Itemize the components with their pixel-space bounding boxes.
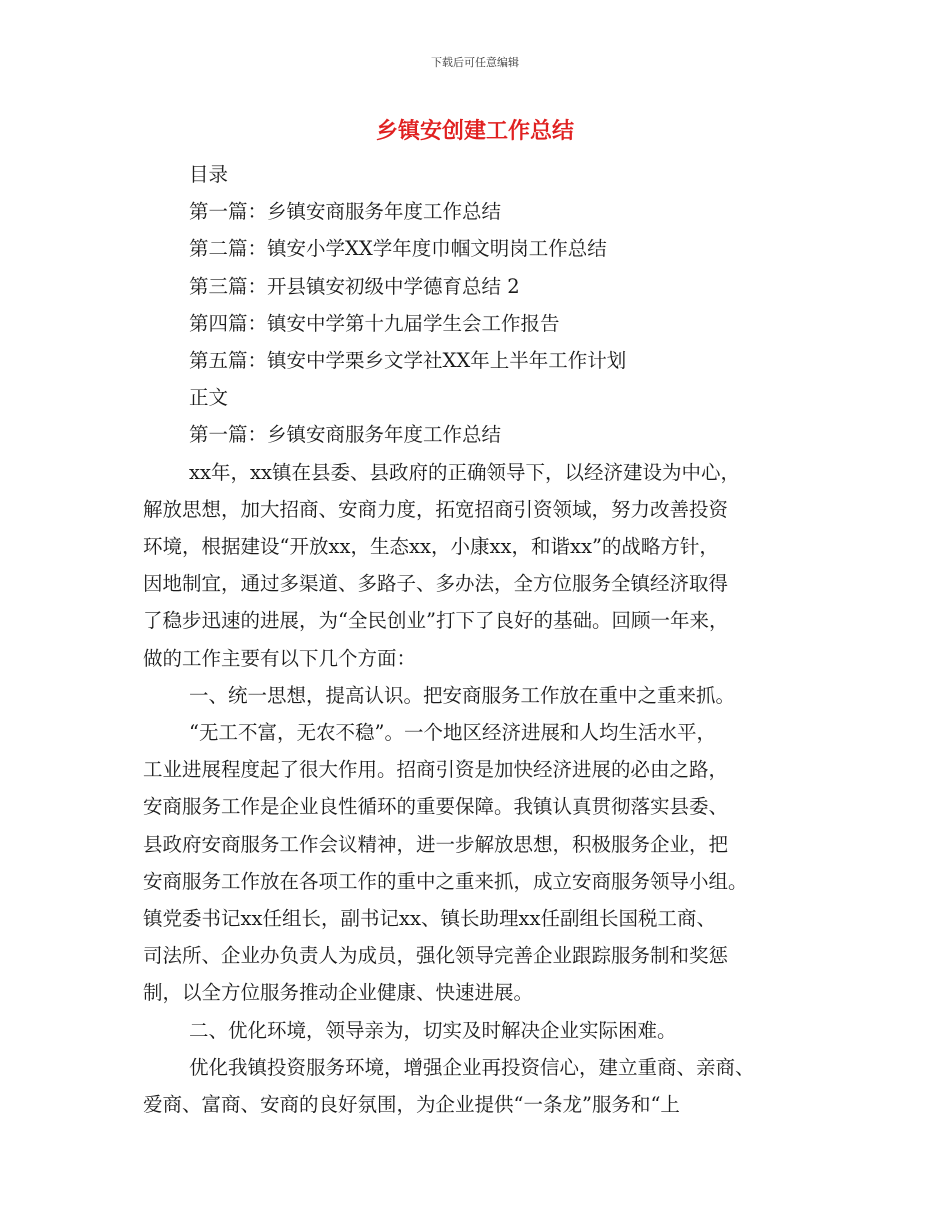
- toc-item-3: 第三篇：开县镇安初级中学德育总结 2: [189, 274, 520, 298]
- paragraph-line: 一、统一思想，提高认识。把安商服务工作放在重中之重来抓。: [189, 683, 736, 707]
- paragraph-5: [143, 1049, 809, 1123]
- paragraph-1: [143, 454, 809, 677]
- paragraph-2: [143, 677, 809, 714]
- paragraph-line: 二、优化环境，领导亲为，切实及时解决企业实际困难。: [189, 1018, 677, 1042]
- paragraph-line: 了稳步迅速的进展，为“全民创业”打下了良好的基础。回顾一年来，: [143, 609, 729, 633]
- document-body: [143, 156, 809, 1123]
- header-note: 下载后可任意编辑: [431, 56, 519, 69]
- paragraph-line: 做的工作主要有以下几个方面：: [143, 646, 417, 670]
- paragraph-line: 安商服务工作放在各项工作的重中之重来抓，成立安商服务领导小组。: [143, 869, 748, 893]
- paragraph-line: 爱商、富商、安商的良好氛围，为企业提供“一条龙”服务和“上: [143, 1093, 680, 1117]
- paragraph-line: 因地制宜，通过多渠道、多路子、多办法，全方位服务全镇经济取得: [143, 572, 729, 596]
- paragraph-line: 镇党委书记xx任组长，副书记xx、镇长助理xx任副组长国税工商、: [143, 907, 716, 931]
- page-title: 乡镇安创建工作总结: [375, 119, 574, 144]
- toc-item-5: 第五篇：镇安中学栗乡文学社XX年上半年工作计划: [189, 349, 627, 373]
- paragraph-line: 解放思想，加大招商、安商力度，拓宽招商引资领域，努力改善投资: [143, 497, 729, 521]
- toc-item-1: 第一篇：乡镇安商服务年度工作总结: [189, 200, 502, 224]
- paragraph-3: [143, 714, 809, 1012]
- paragraph-line: 司法所、企业办负责人为成员，强化领导完善企业跟踪服务制和奖惩: [143, 944, 729, 968]
- paragraph-line: “无工不富，无农不稳”。一个地区经济进展和人均生活水平，: [189, 721, 716, 745]
- paragraph-line: 县政府安商服务工作会议精神，进一步解放思想，积极服务企业，把: [143, 832, 729, 856]
- paragraph-line: 优化我镇投资服务环境，增强企业再投资信心，建立重商、亲商、: [189, 1055, 755, 1079]
- paragraph-4: [143, 1012, 809, 1049]
- paragraph-line: 环境，根据建设“开放xx，生态xx，小康xx，和谐xx”的战略方针，: [143, 535, 719, 559]
- toc-item-2: 第二篇：镇安小学XX学年度巾帼文明岗工作总结: [189, 237, 607, 261]
- paragraph-line: 工业进展程度起了很大作用。招商引资是加快经济进展的必由之路，: [143, 758, 729, 782]
- toc-item-4: 第四篇：镇安中学第十九届学生会工作报告: [189, 311, 560, 335]
- section-title: 第一篇：乡镇安商服务年度工作总结: [189, 423, 502, 447]
- body-heading: 正文: [189, 386, 229, 410]
- paragraph-line: xx年，xx镇在县委、县政府的正确领导下，以经济建设为中心，: [189, 460, 740, 484]
- paragraph-line: 安商服务工作是企业良性循环的重要保障。我镇认真贯彻落实县委、: [143, 795, 729, 819]
- toc-heading: 目录: [189, 163, 229, 186]
- paragraph-line: 制，以全方位服务推动企业健康、快速进展。: [143, 981, 534, 1005]
